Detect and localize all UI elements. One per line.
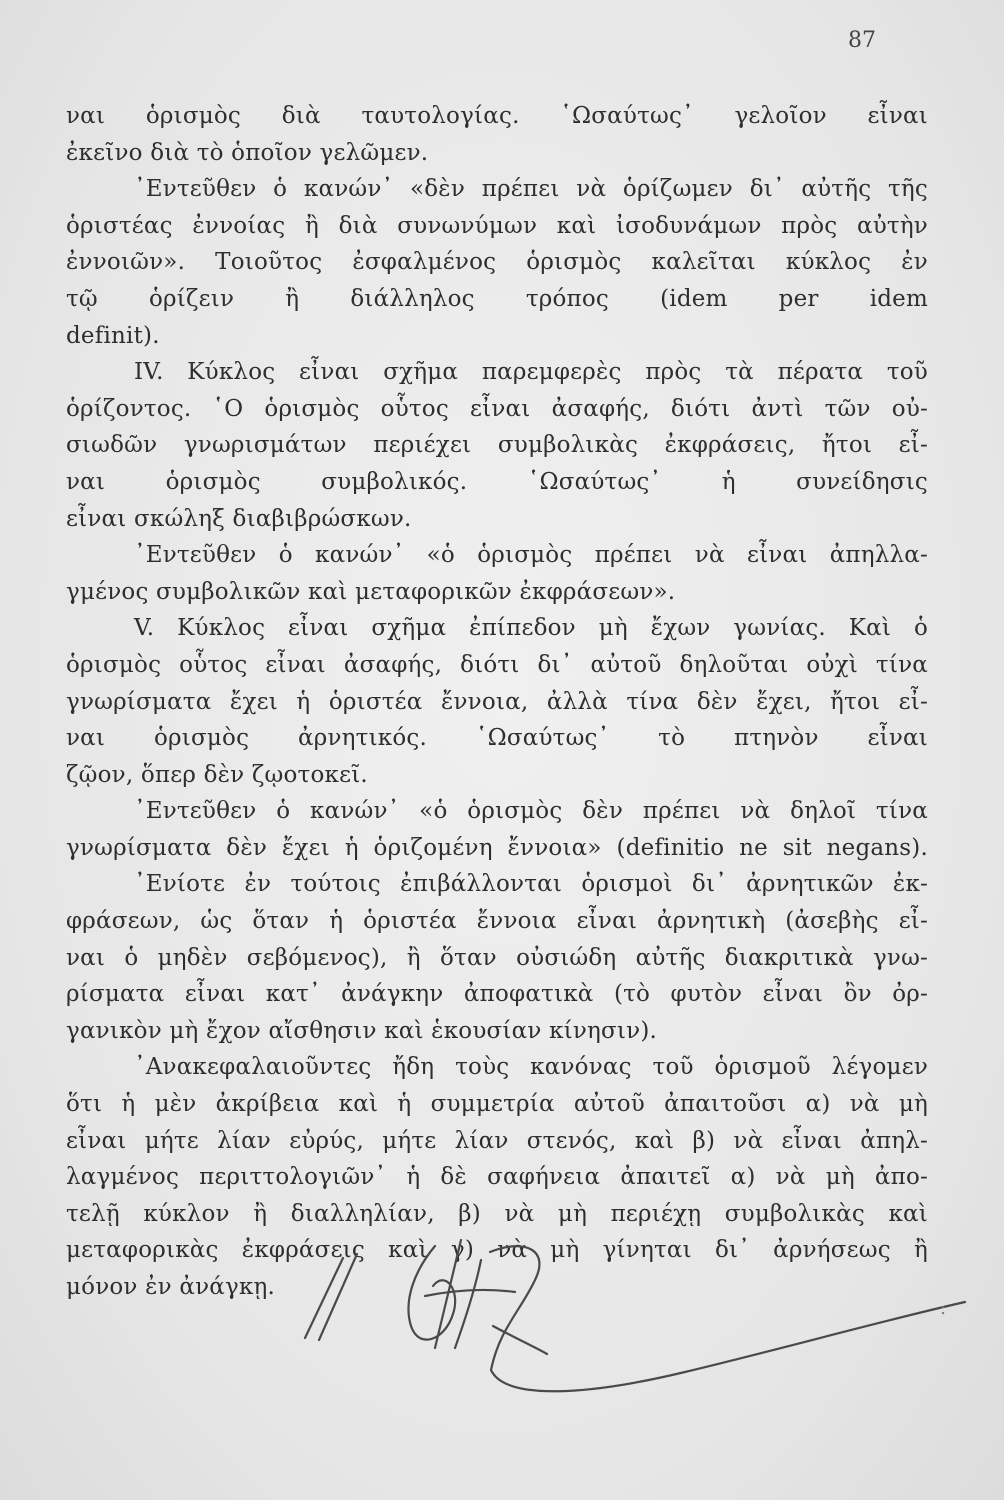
page-number: 87 [848, 28, 876, 53]
handwritten-signature [285, 1230, 985, 1410]
text-line: ὁρισμὸς οὗτος εἶναι ἀσαφής, διότι δι᾿ αὐτοῦ δηλοῦται οὐχὶ τίνα [66, 651, 928, 678]
text-line: ἐννοιῶν». Τοιοῦτος ἐσφαλμένος ὁρισμὸς καλεῖται κύκλος ἐν [66, 249, 928, 276]
text-line: ναι ὁρισμὸς συμβολικός. ῾Ωσαύτως᾿ ἡ συνείδησις [66, 468, 928, 495]
text-line: ᾿Ενίοτε ἐν τούτοις ἐπιβάλλονται ὁρισμοὶ δι᾿ ἀρνητικῶν ἐκ- [134, 871, 928, 898]
text-line: V. Κύκλος εἶναι σχῆμα ἐπίπεδον μὴ ἔχων γωνίας. Καὶ ὁ [134, 615, 928, 642]
text-line: τῷ ὁρίζειν ἢ διάλληλος τρόπος (idem per idem [66, 285, 928, 312]
text-line: IV. Κύκλος εἶναι σχῆμα παρεμφερὲς πρὸς τὰ πέρατα τοῦ [134, 359, 928, 386]
text-line: σιωδῶν γνωρισμάτων περιέχει συμβολικὰς ἐκφράσεις, ἤτοι εἶ- [66, 432, 928, 459]
text-line: ναι ὁ μηδὲν σεβόμενος), ἢ ὅταν οὐσιώδη αὐτῆς διακριτικὰ γνω- [66, 944, 928, 971]
text-line: ναι ὁρισμὸς διὰ ταυτολογίας. ῾Ωσαύτως᾿ γελοῖον εἶναι [66, 103, 928, 129]
text-line: ὁριστέας ἐννοίας ἢ διὰ συνωνύμων καὶ ἰσοδυνάμων πρὸς αὐτὴν [66, 212, 928, 239]
text-line: τελῇ κύκλον ἢ διαλληλίαν, β) νὰ μὴ περιέχῃ συμβολικὰς καὶ [66, 1200, 928, 1227]
text-line: μεταφορικὰς ἐκφράσεις καὶ γ) νὰ μὴ γίνηται δι᾿ ἀρνήσεως ἢ [66, 1237, 928, 1264]
text-line: φράσεων, ὡς ὅταν ἡ ὁριστέα ἔννοια εἶναι ἀρνητικὴ (ἀσεβὴς εἶ- [66, 908, 928, 935]
text-line: εἶναι σκώληξ διαβιβρώσκων. [66, 505, 412, 532]
text-line: ζῷον, ὅπερ δὲν ζῳοτοκεῖ. [66, 761, 368, 788]
text-line: ᾿Ανακεφαλαιοῦντες ἤδη τοὺς κανόνας τοῦ ὁρισμοῦ λέγομεν [134, 1054, 928, 1081]
text-line: ὁρίζοντος. ῾Ο ὁρισμὸς οὗτος εἶναι ἀσαφής, διότι ἀντὶ τῶν οὐ- [66, 395, 928, 422]
text-line: ναι ὁρισμὸς ἀρνητικός. ῾Ωσαύτως᾿ τὸ πτηνὸν εἶναι [66, 725, 928, 752]
text-line: ᾿Εντεῦθεν ὁ κανών᾿ «ὁ ὁρισμὸς πρέπει νὰ εἶναι ἀπηλλα- [134, 542, 928, 569]
text-line: ἐκεῖνο διὰ τὸ ὁποῖον γελῶμεν. [66, 139, 429, 166]
text-line: ᾿Εντεῦθεν ὁ κανών᾿ «δὲν πρέπει νὰ ὁρίζωμεν δι᾿ αὐτῆς τῆς [134, 176, 928, 203]
text-line: ὅτι ἡ μὲν ἀκρίβεια καὶ ἡ συμμετρία αὐτοῦ ἀπαιτοῦσι α) νὰ μὴ [66, 1091, 928, 1118]
text-line: ρίσματα εἶναι κατ᾿ ἀνάγκην ἀποφατικὰ (τὸ φυτὸν εἶναι ὂν ὀρ- [66, 981, 928, 1008]
text-line: γνωρίσματα ἔχει ἡ ὁριστέα ἔννοια, ἀλλὰ τίνα δὲν ἔχει, ἤτοι εἶ- [66, 688, 928, 715]
margin-mark: : [940, 1298, 947, 1319]
text-line: εἶναι μήτε λίαν εὐρύς, μήτε λίαν στενός, καὶ β) νὰ εἶναι ἀπηλ- [66, 1127, 928, 1154]
body-text [66, 98, 928, 1306]
text-line: γνωρίσματα δὲν ἔχει ἡ ὁριζομένη ἔννοια» (definitio ne sit negans). [66, 834, 928, 861]
text-line: γανικὸν μὴ ἔχον αἴσθησιν καὶ ἑκουσίαν κίνησιν). [66, 1017, 658, 1044]
text-line: λαγμένος περιττολογιῶν᾿ ἡ δὲ σαφήνεια ἀπαιτεῖ α) νὰ μὴ ἀπο- [66, 1164, 928, 1191]
text-line: definit). [66, 322, 160, 349]
text-line: ᾿Εντεῦθεν ὁ κανών᾿ «ὁ ὁρισμὸς δὲν πρέπει νὰ δηλοῖ τίνα [134, 798, 928, 825]
text-line: γμένος συμβολικῶν καὶ μεταφορικῶν ἐκφράσεων». [66, 578, 676, 605]
text-line: μόνον ἐν ἀνάγκῃ. [66, 1274, 276, 1300]
